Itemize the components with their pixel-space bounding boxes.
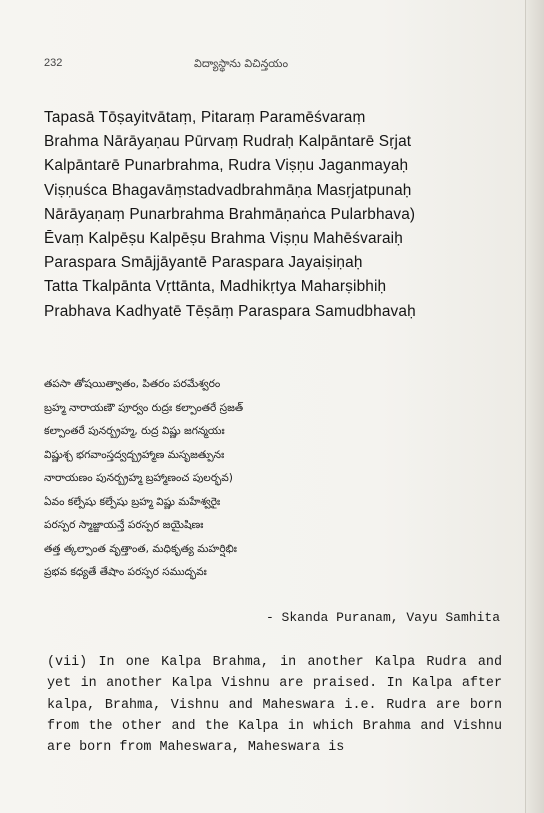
telugu-verse (44, 373, 504, 585)
page-number: 232 (44, 57, 63, 69)
transliteration-line: Viṣṇuśca Bhagavāṃstadvadbrahmāṇa Masṛjatpunaḥ (44, 181, 412, 199)
source-citation: - Skanda Puranam, Vayu Samhita (265, 610, 500, 625)
sanskrit-transliteration (44, 106, 504, 324)
transliteration-line: Ēvaṃ Kalpēṣu Kalpēṣu Brahma Viṣṇu Mahēśvaraiḥ (44, 230, 403, 248)
running-title: విద్యాస్థాను విచిన్తయం (194, 57, 289, 70)
transliteration-line: Tatta Tkalpānta Vṛttānta, Madhikṛtya Maharṣibhiḥ (44, 278, 387, 296)
telugu-line: విష్ణుశ్చ భగవాంస్తద్వద్బ్రహ్మాణ మసృజత్పునః (44, 448, 225, 461)
transliteration-line: Nārāyaṇaṃ Punarbrahma Brahmāṇaṅca Pularbhava) (44, 205, 416, 223)
transliteration-line: Tapasā Tōṣayitvātaṃ, Pitaraṃ Paramēśvaraṃ (44, 109, 366, 126)
telugu-line: తత్త త్కల్పాంత వృత్తాంత, మధికృత్య మహర్షిభిః (44, 542, 237, 555)
telugu-line: పరస్పర స్మాజ్జాయన్తే పరస్పర జయైషిణః (44, 519, 204, 531)
body-paragraph: (vii) In one Kalpa Brahma, in another Kalpa Rudra and yet in another Kalpa Vishnu are praised. In Kalpa after kalpa, Brahma, Vishnu and Maheswara i.e. Rudra are born from the other and the Kalpa in which Brahma and Vishnu are born from Maheswara, Maheswara is (47, 655, 502, 756)
telugu-line: కల్పాంతరే పునర్బ్రహ్మ, రుద్ర విష్ణు జగన్మయః (44, 425, 225, 437)
transliteration-line: Paraspara Smājjāyantē Paraspara Jayaiṣiṇaḥ (44, 254, 363, 272)
transliteration-line: Prabhava Kadhyatē Tēṣāṃ Paraspara Samudbhavaḥ (44, 302, 416, 320)
transliteration-line: Brahma Nārāyaṇau Pūrvaṃ Rudraḥ Kalpāntarē Sṛjat (44, 133, 412, 151)
page-edge (525, 0, 544, 813)
telugu-line: ఏవం కల్పేషు కల్పేషు బ్రహ్మ విష్ణు మహేశ్వరైః (44, 495, 221, 508)
telugu-line: నారాయణం పునర్బ్రహ్మ బ్రహ్మాణంచ పులర్భవ) (44, 472, 233, 484)
telugu-line: ప్రభవ కధ్యతే తేషాం పరస్పర సముద్భవః (44, 566, 207, 578)
page-header (44, 57, 484, 73)
telugu-line: బ్రహ్మ నారాయణౌ పూర్వం రుద్రః కల్పాంతరే స్రజత్ (44, 401, 244, 414)
transliteration-line: Kalpāntarē Punarbrahma, Rudra Viṣṇu Jaganmayaḥ (44, 157, 409, 175)
telugu-line: తపసా తోషయిత్వాతం, పితరం పరమేశ్వరం (44, 378, 221, 390)
